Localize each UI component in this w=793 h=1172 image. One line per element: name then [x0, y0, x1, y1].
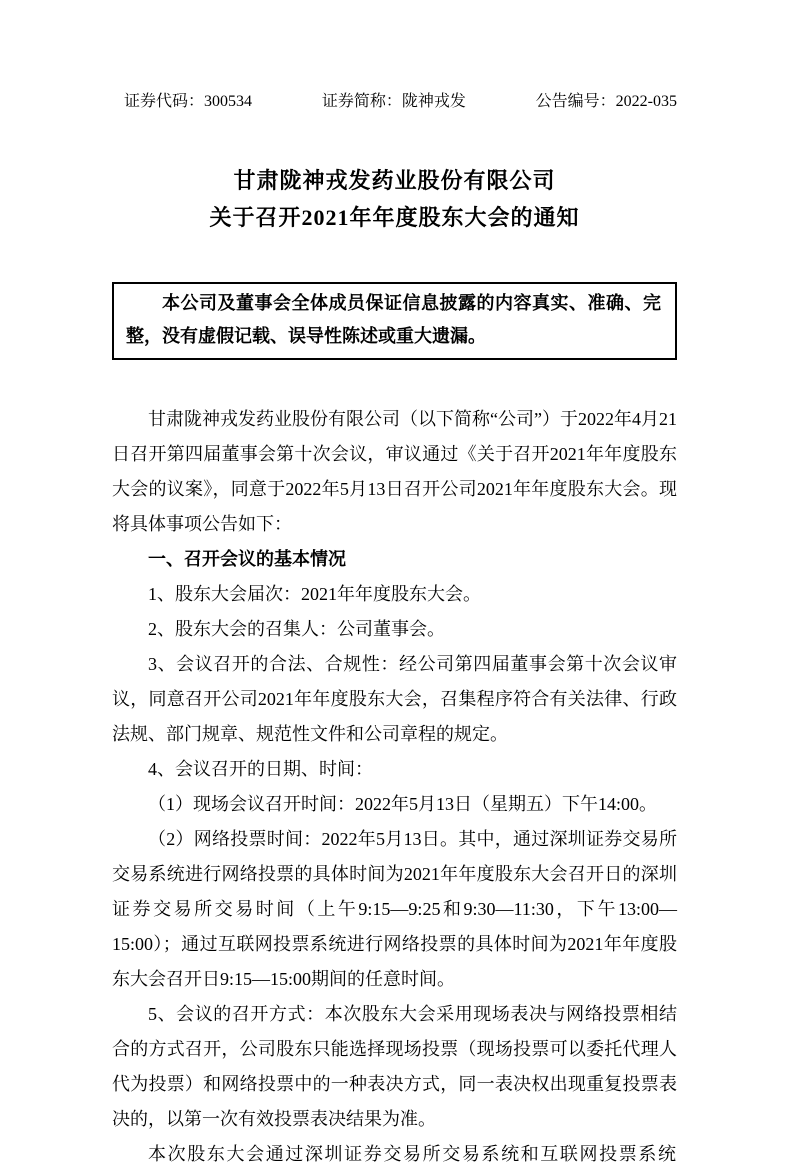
stock-name: 证券简称：陇神戎发 — [321, 93, 466, 110]
disclaimer-box — [112, 282, 677, 360]
paragraph-convener: 2、股东大会的召集人：公司董事会。 — [148, 619, 445, 639]
paragraph-intro: 甘肃陇神戎发药业股份有限公司（以下简称“公司”）于2022年4月21日召开第四届董事会第十次会议，审议通过《关于召开2021年年度股东大会的议案》，同意于2022年5月13日召开公司2021年年度股东大会。现将具体事项公告如下： — [112, 409, 677, 534]
stock-code: 证券代码：300534 — [124, 93, 253, 110]
paragraph-meeting-session: 1、股东大会届次：2021年年度股东大会。 — [148, 584, 481, 604]
paragraph-continued-line: 本次股东大会通过深圳证券交易所交易系统和互联网投票系统 — [148, 1144, 677, 1164]
paragraph-date-time-label: 4、会议召开的日期、时间： — [148, 759, 373, 779]
doc-title-block — [112, 162, 677, 236]
announcement-number: 公告编号：2022-035 — [535, 93, 677, 110]
section-heading-basic-info: 一、召开会议的基本情况 — [148, 549, 346, 569]
paragraph-online-voting-time: （2）网络投票时间：2022年5月13日。其中，通过深圳证券交易所交易系统进行网络投票的具体时间为2021年年度股东大会召开日的深圳证券交易所交易时间（上午9:15—9:25和9:30—11:30，下午13:00—15:00）；通过互联网投票系统进行网络投票的具体时间为2021年年度股东大会召开日9:15—15:00期间的任意时间。 — [112, 829, 677, 989]
doc-header — [112, 90, 677, 114]
disclaimer-text: 本公司及董事会全体成员保证信息披露的内容真实、准确、完整，没有虚假记载、误导性陈述或重大遗漏。 — [126, 293, 661, 346]
doc-title-company: 甘肃陇神戎发药业股份有限公司 — [233, 168, 556, 193]
doc-body — [112, 402, 677, 1172]
doc-title-subject: 关于召开2021年年度股东大会的通知 — [209, 205, 580, 230]
paragraph-legality: 3、会议召开的合法、合规性：经公司第四届董事会第十次会议审议，同意召开公司2021年年度股东大会，召集程序符合有关法律、行政法规、部门规章、规范性文件和公司章程的规定。 — [112, 654, 677, 744]
paragraph-meeting-method: 5、会议的召开方式：本次股东大会采用现场表决与网络投票相结合的方式召开，公司股东只能选择现场投票（现场投票可以委托代理人代为投票）和网络投票中的一种表决方式，同一表决权出现重复投票表决的，以第一次有效投票表决结果为准。 — [112, 1004, 677, 1129]
paragraph-onsite-time: （1）现场会议召开时间：2022年5月13日（星期五）下午14:00。 — [148, 794, 657, 814]
